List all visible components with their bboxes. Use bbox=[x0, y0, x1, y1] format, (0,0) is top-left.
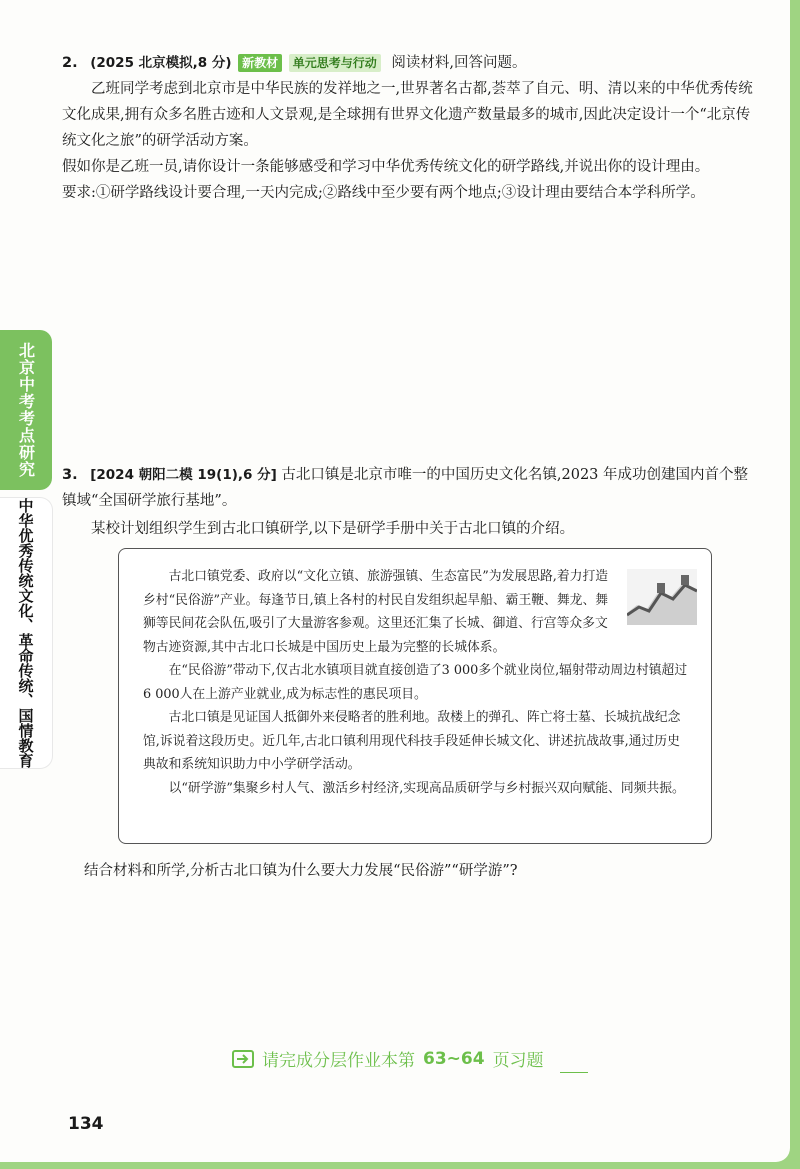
scroll-paragraph-2: 在“民俗游”带动下,仅古北水镇项目就直接创造了3 000多个就业岗位,辐射带动周边村镇超过6 000人在上游产业就业,成为标志性的惠民项目。 bbox=[143, 663, 688, 702]
question-2 bbox=[62, 50, 762, 206]
homework-prefix: 请完成分层作业本第 bbox=[262, 1051, 415, 1071]
homework-suffix: 页习题 bbox=[492, 1051, 544, 1071]
unit-tag: 单元思考与行动 bbox=[289, 54, 381, 72]
question-number: 2. bbox=[62, 55, 78, 71]
scroll-paragraph-1: 古北口镇党委、政府以“文化立镇、旅游强镇、生态富民”为发展思路,着力打造乡村“民俗游”产业。每逢节日,镇上各村的村民自发组织起旱船、霸王鞭、舞龙、舞狮等民间花会队伍,吸引了大量游客参观。这里还汇集了长城、御道、行宫等众多文物古迹资源,其中古北口长城是中国历史上最为完整的长城体系。 bbox=[143, 569, 609, 655]
question-number: 3. bbox=[62, 467, 78, 483]
page-number: 134 bbox=[68, 1114, 104, 1134]
new-textbook-tag: 新教材 bbox=[238, 54, 282, 72]
requirement-text: 要求:①研学路线设计要合理,一天内完成;②路线中至少要有两个地点;③设计理由要结合本学科所学。 bbox=[62, 185, 705, 201]
question-3-ask bbox=[62, 858, 762, 884]
material-scroll bbox=[118, 548, 712, 844]
side-tab-section: 北京中考考点研究 bbox=[0, 330, 52, 490]
side-tabs bbox=[0, 330, 52, 1150]
scroll-paragraph-3: 古北口镇是见证国人抵御外来侵略者的胜利地。敌楼上的弹孔、阵亡将士墓、长城抗战纪念馆,诉说着这段历史。近几年,古北口镇利用现代科技手段延伸长城文化、讲述抗战故事,通过历史典故和系统知识助力中小学研学活动。 bbox=[143, 710, 681, 772]
task-text: 假如你是乙班一员,请你设计一条能够感受和学习中华优秀传统文化的研学路线,并说出你的设计理由。 bbox=[62, 159, 710, 175]
scroll-paragraph-4: 以“研学游”集聚乡村人气、激活乡村经济,实现高品质研学与乡村振兴双向赋能、同频共振。 bbox=[168, 780, 685, 796]
footer-divider bbox=[560, 1072, 588, 1073]
question-prompt: 阅读材料,回答问题。 bbox=[391, 55, 527, 71]
homework-reminder bbox=[232, 1046, 544, 1071]
material-text: 乙班同学考虑到北京市是中华民族的发祥地之一,世界著名古都,荟萃了自元、明、清以来的中华优秀传统文化成果,拥有众多名胜古迹和人文景观,是全球拥有世界文化遗产数量最多的城市,因此决定设计一个“北京传统文化之旅”的研学活动方案。 bbox=[62, 81, 753, 149]
question-text: 结合材料和所学,分析古北口镇为什么要大力发展“民俗游”“研学游”? bbox=[84, 863, 518, 879]
question-source: (2025 北京模拟,8 分) bbox=[90, 55, 232, 71]
question-stem: 古北口镇是北京市唯一的中国历史文化名镇,2023 年成功创建国内首个整镇域“全国研学旅行基地”。 bbox=[62, 467, 749, 509]
side-tab-topic: 中华优秀传统文化、革命传统、国情教育 bbox=[0, 498, 52, 768]
arrow-box-icon bbox=[232, 1050, 254, 1068]
question-3 bbox=[62, 462, 762, 542]
question-source: [2024 朝阳二模 19(1),6 分] bbox=[90, 467, 277, 483]
intro-text: 某校计划组织学生到古北口镇研学,以下是研学手册中关于古北口镇的介绍。 bbox=[91, 521, 575, 537]
homework-pages: 63~64 bbox=[423, 1048, 485, 1069]
